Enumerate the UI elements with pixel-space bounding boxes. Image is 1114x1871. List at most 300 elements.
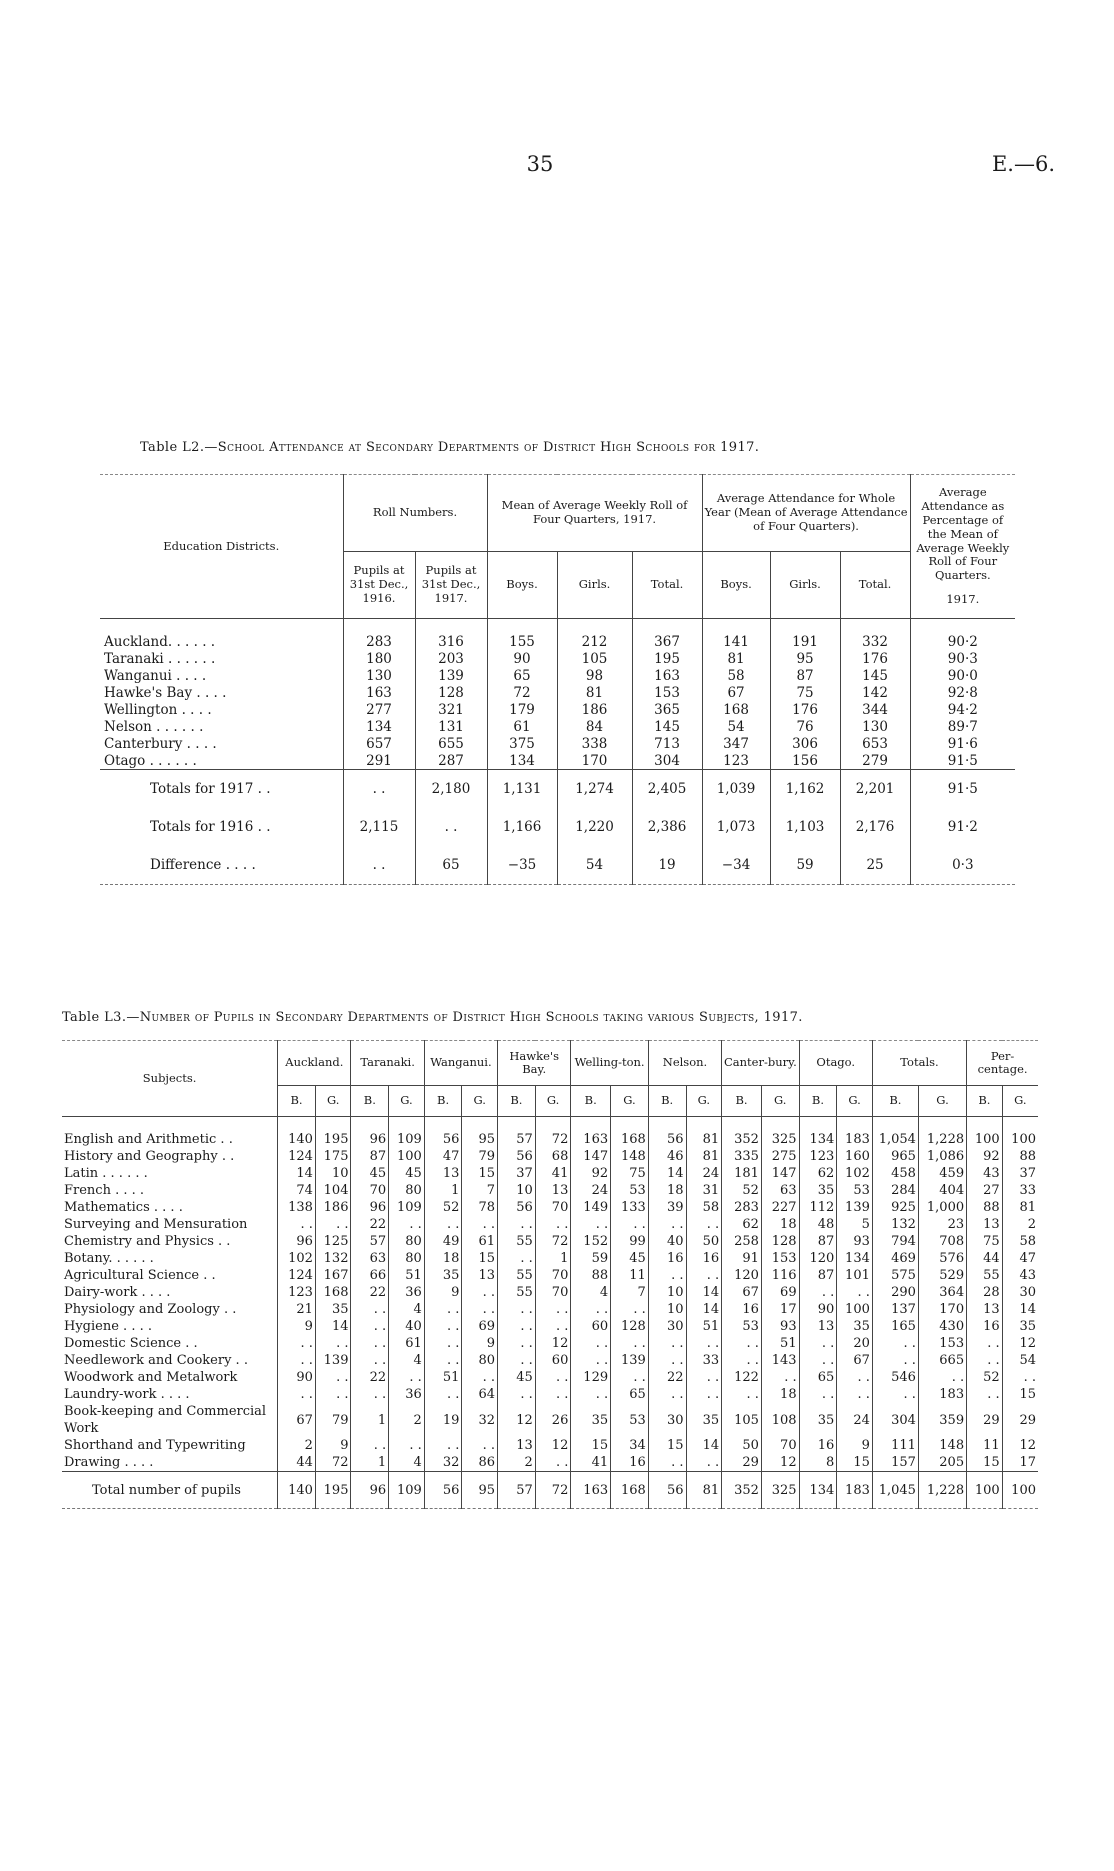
subject-name: Surveying and Mensuration — [64, 1217, 248, 1232]
subject-count: 1,228 — [918, 1117, 966, 1149]
subject-count: . . — [424, 1216, 462, 1233]
cell-avg-boys: 168 — [702, 701, 770, 718]
cell-mean-boys: 72 — [487, 684, 557, 701]
subject-count: 128 — [611, 1318, 649, 1335]
subject-count: 30 — [648, 1318, 686, 1335]
table1-grid — [100, 474, 1015, 885]
cell-avg-girls: 75 — [770, 684, 840, 701]
cell-roll-1916: . . — [343, 846, 415, 885]
table1-row — [100, 667, 1015, 684]
table2-header-boys: B. — [799, 1086, 837, 1117]
cell-avg-total: 130 — [840, 718, 910, 735]
subject-count: 122 — [722, 1369, 762, 1386]
cell-roll-1916: 657 — [343, 735, 415, 752]
subject-count: 163 — [571, 1117, 611, 1149]
subject-name: Hygiene . . . . — [64, 1319, 152, 1334]
subject-count: 109 — [389, 1199, 425, 1216]
subject-count: 80 — [389, 1250, 425, 1267]
table2-row — [62, 1233, 1038, 1250]
subject-count: 2 — [278, 1437, 316, 1454]
cell-avg-girls: 191 — [770, 619, 840, 651]
subject-count: 30 — [648, 1403, 686, 1437]
subject-count: . . — [648, 1352, 686, 1369]
subject-count: 55 — [498, 1284, 536, 1301]
subject-count: 65 — [611, 1386, 649, 1403]
subject-count: . . — [761, 1369, 799, 1386]
subject-count: 44 — [967, 1250, 1003, 1267]
subject-count: 18 — [424, 1250, 462, 1267]
subject-count: 120 — [722, 1267, 762, 1284]
table1-row — [100, 650, 1015, 667]
subject-count: 4 — [571, 1284, 611, 1301]
subject-count: 24 — [686, 1165, 722, 1182]
subject-count: 49 — [424, 1233, 462, 1250]
district-name: Canterbury . . . . — [104, 735, 217, 752]
total-label: Totals for 1916 . . — [150, 819, 271, 835]
page-number: 35 — [526, 152, 554, 176]
subject-count: 88 — [571, 1267, 611, 1284]
subject-count: 167 — [315, 1267, 351, 1284]
subject-count: 29 — [1002, 1403, 1038, 1437]
table2-header-district: Wanganui. — [424, 1041, 497, 1086]
subject-count: 29 — [967, 1403, 1003, 1437]
cell-percentage: 90·0 — [910, 667, 1015, 684]
subject-count: 51 — [686, 1318, 722, 1335]
subject-count: 14 — [686, 1301, 722, 1318]
subject-count: 15 — [837, 1454, 873, 1472]
subject-count: . . — [722, 1352, 762, 1369]
table2-row — [62, 1165, 1038, 1182]
subject-count: . . — [315, 1216, 351, 1233]
table2-header-girls: G. — [1002, 1086, 1038, 1117]
table2-row — [62, 1148, 1038, 1165]
subject-count: 24 — [837, 1403, 873, 1437]
cell-mean-girls: 338 — [557, 735, 632, 752]
subject-count: . . — [498, 1335, 536, 1352]
table2-total-row — [62, 1472, 1038, 1509]
subject-count: 359 — [918, 1403, 966, 1437]
subject-count: 54 — [1002, 1352, 1038, 1369]
subject-count: 148 — [611, 1148, 649, 1165]
subject-count: 134 — [799, 1117, 837, 1149]
table2-body — [62, 1117, 1038, 1509]
subject-count: 160 — [837, 1148, 873, 1165]
subject-count: 78 — [462, 1199, 498, 1216]
table2-header-girls: G. — [611, 1086, 649, 1117]
cell-mean-girls: 54 — [557, 846, 632, 885]
table1-header-mean-boys: Boys. — [487, 552, 557, 619]
subject-count: 60 — [571, 1318, 611, 1335]
table1-header-roll: Roll Numbers. — [343, 475, 487, 552]
table1-header-avg-total: Total. — [840, 552, 910, 619]
subject-count: 22 — [648, 1369, 686, 1386]
cell-roll-1916: 2,115 — [343, 808, 415, 846]
subject-count: 576 — [918, 1250, 966, 1267]
subject-count: 27 — [967, 1182, 1003, 1199]
cell-roll-1917: 2,180 — [415, 770, 487, 809]
table1-header-average: Average Attendance for Whole Year (Mean of Average Attendance of Four Quarters). — [702, 475, 910, 552]
subject-count: . . — [837, 1369, 873, 1386]
table1-body — [100, 619, 1015, 885]
subject-count: 325 — [761, 1117, 799, 1149]
table1-row — [100, 752, 1015, 770]
table2-row — [62, 1284, 1038, 1301]
subject-count: 4 — [389, 1301, 425, 1318]
subject-count: 9 — [315, 1437, 351, 1454]
total-count: 1,228 — [918, 1472, 966, 1509]
subject-count: 22 — [351, 1216, 389, 1233]
subject-count: 70 — [761, 1437, 799, 1454]
subject-count: 123 — [278, 1284, 316, 1301]
subject-count: 133 — [611, 1199, 649, 1216]
cell-mean-total: 145 — [632, 718, 702, 735]
table2-header-girls: G. — [462, 1086, 498, 1117]
subject-count: 66 — [351, 1267, 389, 1284]
subject-count: 24 — [571, 1182, 611, 1199]
subject-count: . . — [278, 1352, 316, 1369]
subject-count: 9 — [837, 1437, 873, 1454]
subject-count: 153 — [918, 1335, 966, 1352]
subject-count: . . — [872, 1352, 918, 1369]
total-label: Totals for 1917 . . — [100, 770, 343, 809]
subject-count: 112 — [799, 1199, 837, 1216]
subject-count: 32 — [424, 1454, 462, 1472]
table1-row — [100, 701, 1015, 718]
cell-roll-1916: 134 — [343, 718, 415, 735]
subject-count: 17 — [1002, 1454, 1038, 1472]
subject-count: 70 — [535, 1199, 571, 1216]
subject-count: 13 — [498, 1437, 536, 1454]
subject-count: 23 — [918, 1216, 966, 1233]
subject-count: . . — [799, 1335, 837, 1352]
subject-count: 34 — [611, 1437, 649, 1454]
cell-roll-1916: . . — [343, 770, 415, 809]
cell-roll-1916: 291 — [343, 752, 415, 770]
cell-mean-total: 365 — [632, 701, 702, 718]
table2-row — [62, 1250, 1038, 1267]
subject-count: 88 — [967, 1199, 1003, 1216]
cell-percentage: 90·2 — [910, 619, 1015, 651]
subject-count: 53 — [837, 1182, 873, 1199]
subject-count: 138 — [278, 1199, 316, 1216]
cell-mean-boys: −35 — [487, 846, 557, 885]
table2-header-girls: G. — [315, 1086, 351, 1117]
subject-count: 41 — [571, 1454, 611, 1472]
total-count: 100 — [1002, 1472, 1038, 1509]
table2-row — [62, 1117, 1038, 1149]
subject-count: 20 — [837, 1335, 873, 1352]
cell-roll-1917: 655 — [415, 735, 487, 752]
cell-percentage: 0·3 — [910, 846, 1015, 885]
cell-avg-total: 25 — [840, 846, 910, 885]
subject-count: . . — [498, 1352, 536, 1369]
subject-count: 26 — [535, 1403, 571, 1437]
subject-count: 364 — [918, 1284, 966, 1301]
subject-count: 69 — [761, 1284, 799, 1301]
subject-count: 101 — [837, 1267, 873, 1284]
district-name: Nelson . . . . . . — [104, 718, 204, 735]
cell-avg-boys: 1,039 — [702, 770, 770, 809]
subject-count: . . — [571, 1386, 611, 1403]
table2-row — [62, 1454, 1038, 1472]
table2-row — [62, 1386, 1038, 1403]
subject-count: 794 — [872, 1233, 918, 1250]
subject-count: 275 — [761, 1148, 799, 1165]
table2-header-boys: B. — [278, 1086, 316, 1117]
cell-percentage: 91·5 — [910, 770, 1015, 809]
subject-count: 96 — [278, 1233, 316, 1250]
total-count: 100 — [967, 1472, 1003, 1509]
total-count: 95 — [462, 1472, 498, 1509]
table2-row — [62, 1403, 1038, 1437]
subject-count: 13 — [967, 1301, 1003, 1318]
subject-count: . . — [535, 1386, 571, 1403]
subject-count: 181 — [722, 1165, 762, 1182]
cell-mean-girls: 186 — [557, 701, 632, 718]
total-count: 56 — [424, 1472, 462, 1509]
table1-header-roll-1917: Pupils at 31st Dec., 1917. — [415, 552, 487, 619]
subject-count: 7 — [462, 1182, 498, 1199]
table1-caption-title: —School Attendance at Secondary Departments of District High Schools for 1917. — [204, 440, 760, 455]
subject-count: 36 — [389, 1386, 425, 1403]
subject-count: 55 — [498, 1233, 536, 1250]
cell-mean-girls: 98 — [557, 667, 632, 684]
subject-name: History and Geography . . — [64, 1149, 235, 1164]
subject-count: 14 — [686, 1284, 722, 1301]
subject-count: 19 — [424, 1403, 462, 1437]
subject-count: 195 — [315, 1117, 351, 1149]
subject-count: 22 — [351, 1284, 389, 1301]
cell-mean-boys: 90 — [487, 650, 557, 667]
subject-count: 36 — [389, 1284, 425, 1301]
subject-count: . . — [424, 1318, 462, 1335]
total-count: 96 — [351, 1472, 389, 1509]
cell-avg-girls: 1,103 — [770, 808, 840, 846]
subject-count: 124 — [278, 1267, 316, 1284]
table2-header-boys: B. — [571, 1086, 611, 1117]
subject-count: 72 — [535, 1117, 571, 1149]
cell-avg-total: 142 — [840, 684, 910, 701]
subject-name: French . . . . — [64, 1183, 145, 1198]
subject-count: . . — [462, 1369, 498, 1386]
subject-count: 72 — [315, 1454, 351, 1472]
subject-name: Physiology and Zoology . . — [64, 1302, 237, 1317]
subject-count: 152 — [571, 1233, 611, 1250]
table1-row — [100, 684, 1015, 701]
subject-count: 53 — [722, 1318, 762, 1335]
subject-count: 1 — [351, 1454, 389, 1472]
subject-count: 157 — [872, 1454, 918, 1472]
subject-count: . . — [351, 1301, 389, 1318]
subject-count: 283 — [722, 1199, 762, 1216]
cell-roll-1916: 180 — [343, 650, 415, 667]
subject-count: . . — [1002, 1369, 1038, 1386]
subject-count: 1 — [424, 1182, 462, 1199]
table1-header-percentage-year: 1917. — [946, 591, 980, 606]
subject-count: 14 — [686, 1437, 722, 1454]
subject-count: . . — [872, 1335, 918, 1352]
subject-count: 67 — [837, 1352, 873, 1369]
subject-count: 925 — [872, 1199, 918, 1216]
subject-count: 90 — [799, 1301, 837, 1318]
subject-count: 123 — [799, 1148, 837, 1165]
table1-header-mean-girls: Girls. — [557, 552, 632, 619]
document-reference: E.—6. — [991, 152, 1055, 176]
subject-count: 665 — [918, 1352, 966, 1369]
subject-count: 148 — [918, 1437, 966, 1454]
subject-count: 14 — [1002, 1301, 1038, 1318]
cell-avg-total: 145 — [840, 667, 910, 684]
subject-count: 965 — [872, 1148, 918, 1165]
subject-count: 86 — [462, 1454, 498, 1472]
table2-header-district: Otago. — [799, 1041, 872, 1086]
table2-header-district: Per-centage. — [967, 1041, 1038, 1086]
subject-count: 51 — [761, 1335, 799, 1352]
table2-caption-title: —Number of Pupils in Secondary Departments of District High Schools taking various Subjects, 1917. — [126, 1010, 803, 1025]
cell-roll-1917: 321 — [415, 701, 487, 718]
subject-name: Botany. . . . . . — [64, 1251, 154, 1266]
cell-mean-total: 153 — [632, 684, 702, 701]
subject-count: 14 — [278, 1165, 316, 1182]
subject-count: 63 — [761, 1182, 799, 1199]
subject-count: 58 — [686, 1199, 722, 1216]
subject-count: 60 — [535, 1352, 571, 1369]
subject-count: 13 — [799, 1318, 837, 1335]
table1-header-mean-total: Total. — [632, 552, 702, 619]
subject-name: Chemistry and Physics . . — [64, 1234, 231, 1249]
table2-header-district: Welling-ton. — [571, 1041, 648, 1086]
subject-count: 170 — [918, 1301, 966, 1318]
cell-percentage: 91·5 — [910, 752, 1015, 770]
subject-count: 70 — [351, 1182, 389, 1199]
cell-avg-boys: 1,073 — [702, 808, 770, 846]
cell-mean-boys: 1,166 — [487, 808, 557, 846]
subject-count: . . — [686, 1267, 722, 1284]
table1-total-row — [100, 770, 1015, 809]
cell-avg-boys: 141 — [702, 619, 770, 651]
subject-count: 92 — [571, 1165, 611, 1182]
cell-mean-girls: 212 — [557, 619, 632, 651]
subject-count: 12 — [1002, 1437, 1038, 1454]
subject-count: 459 — [918, 1165, 966, 1182]
total-count: 325 — [761, 1472, 799, 1509]
subject-count: 81 — [686, 1117, 722, 1149]
subject-count: 16 — [686, 1250, 722, 1267]
cell-mean-boys: 61 — [487, 718, 557, 735]
table2-header-district: Canter-bury. — [722, 1041, 799, 1086]
subject-count: 56 — [498, 1148, 536, 1165]
subject-count: 168 — [315, 1284, 351, 1301]
subject-count: . . — [424, 1335, 462, 1352]
subject-count: 88 — [1002, 1148, 1038, 1165]
cell-avg-total: 176 — [840, 650, 910, 667]
subject-count: . . — [278, 1386, 316, 1403]
cell-avg-boys: −34 — [702, 846, 770, 885]
subject-count: 2 — [1002, 1216, 1038, 1233]
subject-count: . . — [535, 1454, 571, 1472]
district-name: Otago . . . . . . — [104, 752, 197, 769]
subject-count: 15 — [462, 1165, 498, 1182]
subject-count: 46 — [648, 1148, 686, 1165]
total-count: 109 — [389, 1472, 425, 1509]
subject-count: 55 — [967, 1267, 1003, 1284]
cell-percentage: 92·8 — [910, 684, 1015, 701]
subject-count: 96 — [351, 1117, 389, 1149]
subject-count: 48 — [799, 1216, 837, 1233]
table2-row — [62, 1301, 1038, 1318]
subject-count: 12 — [535, 1335, 571, 1352]
subject-count: 165 — [872, 1318, 918, 1335]
subject-count: 92 — [967, 1148, 1003, 1165]
subject-count: 1 — [535, 1250, 571, 1267]
subject-name: English and Arithmetic . . — [64, 1132, 233, 1147]
subject-count: 50 — [722, 1437, 762, 1454]
subject-count: 12 — [1002, 1335, 1038, 1352]
subject-count: . . — [799, 1352, 837, 1369]
cell-avg-girls: 306 — [770, 735, 840, 752]
subject-count: . . — [571, 1216, 611, 1233]
cell-avg-boys: 54 — [702, 718, 770, 735]
cell-mean-total: 195 — [632, 650, 702, 667]
total-count: 195 — [315, 1472, 351, 1509]
subject-count: 335 — [722, 1148, 762, 1165]
subject-count: 53 — [611, 1182, 649, 1199]
subject-count: 10 — [648, 1301, 686, 1318]
subject-count: . . — [648, 1386, 686, 1403]
cell-avg-total: 279 — [840, 752, 910, 770]
table1-header-mean: Mean of Average Weekly Roll of Four Quarters, 1917. — [487, 475, 702, 552]
cell-mean-girls: 170 — [557, 752, 632, 770]
subject-count: 15 — [1002, 1386, 1038, 1403]
subject-count: 258 — [722, 1233, 762, 1250]
subject-count: . . — [424, 1437, 462, 1454]
table2-header-subjects: Subjects. — [62, 1041, 278, 1117]
subject-count: 18 — [648, 1182, 686, 1199]
subject-count: . . — [571, 1301, 611, 1318]
subject-count: 28 — [967, 1284, 1003, 1301]
subject-count: 33 — [686, 1352, 722, 1369]
subject-count: 21 — [278, 1301, 316, 1318]
subject-count: 64 — [462, 1386, 498, 1403]
subject-count: 35 — [315, 1301, 351, 1318]
subject-count: 74 — [278, 1182, 316, 1199]
subject-count: . . — [351, 1335, 389, 1352]
subject-count: . . — [535, 1216, 571, 1233]
subject-count: 9 — [462, 1335, 498, 1352]
cell-roll-1917: 316 — [415, 619, 487, 651]
subject-count: 10 — [648, 1284, 686, 1301]
subject-count: . . — [462, 1437, 498, 1454]
subject-count: 4 — [389, 1352, 425, 1369]
table2-header-girls: G. — [535, 1086, 571, 1117]
subject-count: 80 — [389, 1182, 425, 1199]
subject-count: 67 — [278, 1403, 316, 1437]
table1-total-row — [100, 846, 1015, 885]
cell-mean-total: 19 — [632, 846, 702, 885]
subject-count: . . — [648, 1267, 686, 1284]
subject-count: 18 — [761, 1386, 799, 1403]
subject-count: 186 — [315, 1199, 351, 1216]
subject-count: . . — [722, 1386, 762, 1403]
subject-count: . . — [535, 1318, 571, 1335]
subject-count: . . — [967, 1335, 1003, 1352]
subject-count: 15 — [571, 1437, 611, 1454]
total-count: 163 — [571, 1472, 611, 1509]
table2-header-girls: G. — [389, 1086, 425, 1117]
subject-count: 43 — [1002, 1267, 1038, 1284]
subject-count: 546 — [872, 1369, 918, 1386]
district-name: Wanganui . . . . — [104, 667, 207, 684]
